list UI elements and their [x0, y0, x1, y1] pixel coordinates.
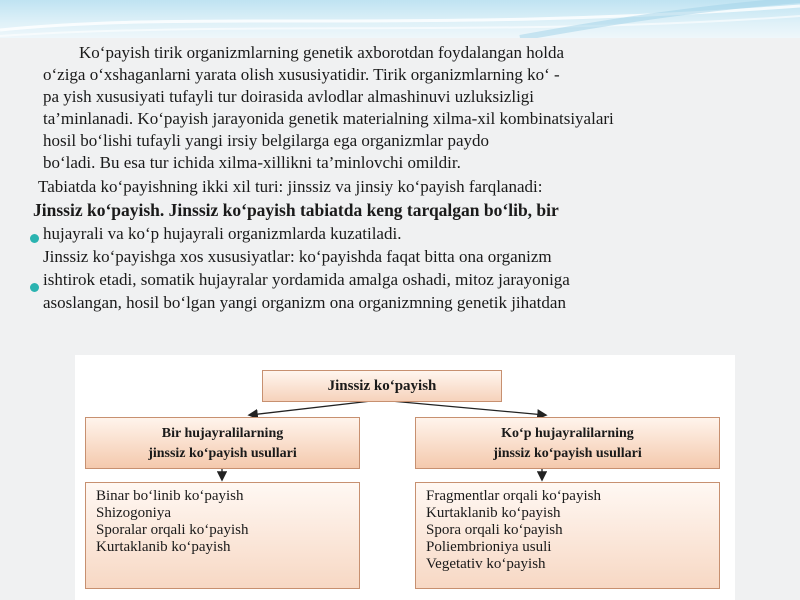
unicellular-list	[85, 482, 360, 589]
bullet-dot	[30, 283, 39, 292]
list-item: Poliembrioniya usuli	[426, 539, 552, 555]
bullet2-line: asoslangan, hosil bo‘lgan yangi organizm ona organizmning genetik jihatdan	[43, 293, 566, 312]
paragraph-line: pa yish xususiyati tufayli tur doirasida avlodlar almashinuvi uzluksizligi	[43, 87, 535, 106]
list-item: Kurtaklanib ko‘payish	[426, 505, 561, 521]
paragraph-line: ta’minlanadi. Ko‘payish jarayonida genetik materialning xilma-xil kombinatsiyalari	[43, 109, 614, 128]
list-item: Spora orqali ko‘payish	[426, 522, 563, 538]
list-item: Sporalar orqali ko‘payish	[96, 522, 249, 538]
list-item: Kurtaklanib ko‘payish	[96, 539, 231, 555]
multicellular-title-line: Ko‘p hujayralilarning	[501, 426, 634, 441]
bullet1-continuation: hujayrali va ko‘p hujayrali organizmlarda kuzatiladi.	[43, 224, 402, 243]
paragraph-line: o‘ziga o‘xshaganlarni yarata olish xususiyatidir. Tirik organizmlarning ko‘ -	[43, 65, 560, 84]
bullet1-heading: Jinssiz ko‘payish. Jinssiz ko‘payish tabiatda keng tarqalgan bo‘lib, bir	[33, 200, 559, 220]
multicellular-list	[415, 482, 720, 589]
banner-decoration	[0, 0, 800, 38]
unicellular-title-line: jinssiz ko‘payish usullari	[148, 446, 297, 461]
top-banner	[0, 0, 800, 38]
list-item: Binar bo‘linib ko‘payish	[96, 488, 244, 504]
root-box: Jinssiz ko‘payish	[262, 370, 502, 402]
multicellular-title-line: jinssiz ko‘payish usullari	[493, 446, 642, 461]
paragraph-line: bo‘ladi. Bu esa tur ichida xilma-xillikni ta’minlovchi omildir.	[43, 153, 461, 172]
list-item: Vegetativ ko‘payish	[426, 556, 546, 572]
bullet2-line: Jinssiz ko‘payishga xos xususiyatlar: ko‘payishda faqat bitta ona organizm	[43, 247, 552, 266]
bullet2-line: ishtirok etadi, somatik hujayralar yordamida amalga oshadi, mitoz jarayoniga	[43, 270, 570, 289]
multicellular-methods-box	[415, 417, 720, 469]
types-line: Tabiatda ko‘payishning ikki xil turi: jinssiz va jinsiy ko‘payish farqlanadi:	[38, 177, 543, 196]
paragraph-line: hosil bo‘lishi tufayli yangi irsiy belgilarga ega organizmlar paydo	[43, 131, 489, 150]
classification-diagram	[75, 355, 735, 600]
paragraph-line: Ko‘payish tirik organizmlarning genetik axborotdan foydalangan holda	[79, 43, 564, 62]
unicellular-methods-box	[85, 417, 360, 469]
list-item: Fragmentlar orqali ko‘payish	[426, 488, 601, 504]
unicellular-title-line: Bir hujayralilarning	[161, 426, 284, 441]
list-item: Shizogoniya	[96, 505, 171, 521]
bullet-dot	[30, 234, 39, 243]
